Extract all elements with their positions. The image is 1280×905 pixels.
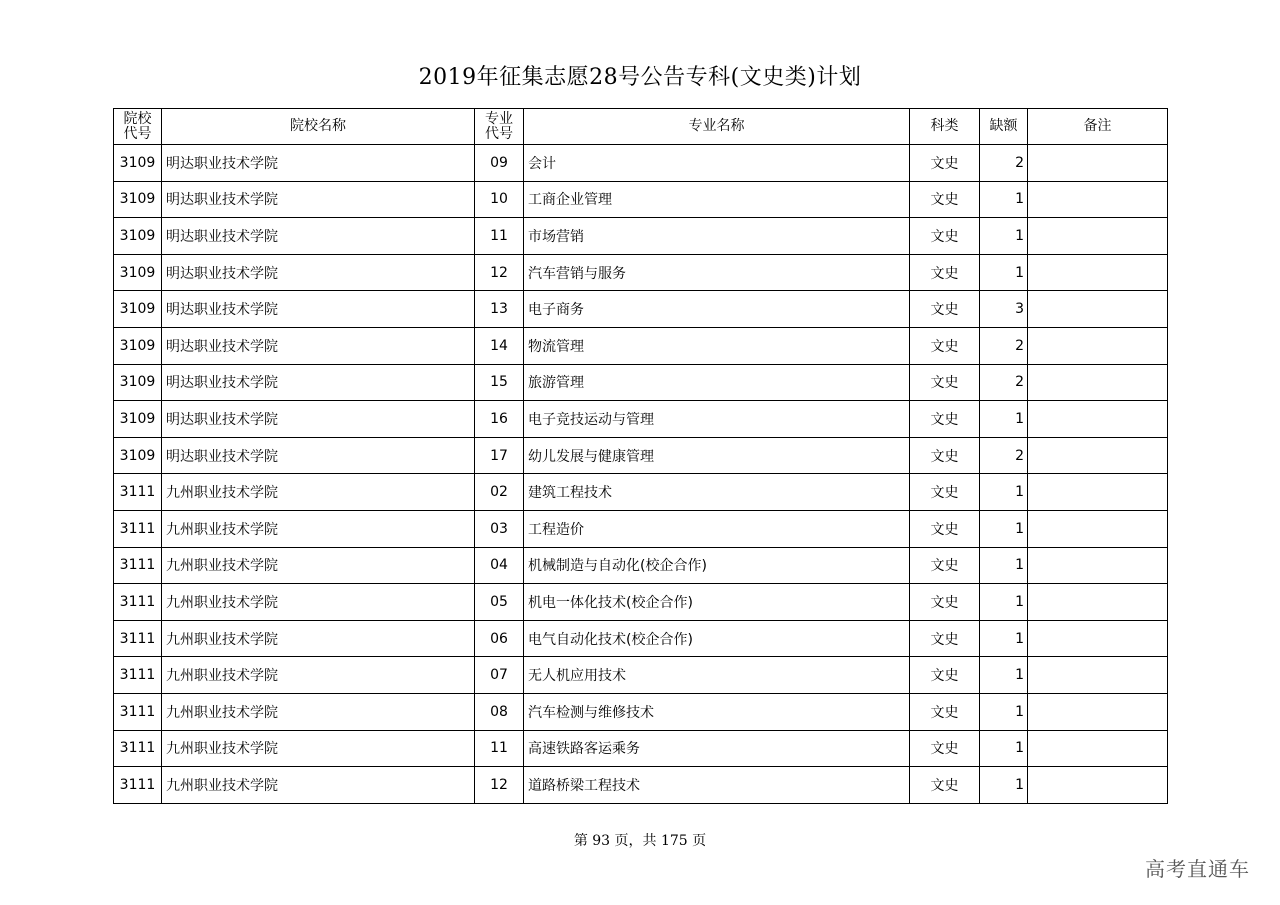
cell-quota: 1 <box>980 218 1028 255</box>
cell-major-name: 物流管理 <box>524 327 910 364</box>
cell-major-name: 工程造价 <box>524 510 910 547</box>
table-row <box>114 364 1168 401</box>
cell-school-name: 明达职业技术学院 <box>162 181 475 218</box>
cell-school-name: 明达职业技术学院 <box>162 437 475 474</box>
cell-school-name: 明达职业技术学院 <box>162 327 475 364</box>
cell-school-name: 明达职业技术学院 <box>162 291 475 328</box>
cell-remarks <box>1028 254 1168 291</box>
cell-school-name: 九州职业技术学院 <box>162 693 475 730</box>
cell-school-name: 明达职业技术学院 <box>162 364 475 401</box>
cell-major-code: 07 <box>475 657 524 694</box>
cell-quota: 1 <box>980 730 1028 767</box>
cell-quota: 1 <box>980 620 1028 657</box>
cell-major-code: 13 <box>475 291 524 328</box>
table-row <box>114 254 1168 291</box>
cell-category: 文史 <box>910 291 980 328</box>
cell-major-code: 08 <box>475 693 524 730</box>
cell-category: 文史 <box>910 730 980 767</box>
cell-quota: 2 <box>980 437 1028 474</box>
cell-category: 文史 <box>910 254 980 291</box>
cell-major-code: 11 <box>475 730 524 767</box>
cell-school-name: 九州职业技术学院 <box>162 730 475 767</box>
cell-school-code: 3111 <box>114 730 162 767</box>
cell-school-name: 明达职业技术学院 <box>162 145 475 182</box>
cell-major-code: 14 <box>475 327 524 364</box>
cell-quota: 1 <box>980 474 1028 511</box>
table-row <box>114 291 1168 328</box>
table-row <box>114 547 1168 584</box>
cell-remarks <box>1028 693 1168 730</box>
cell-category: 文史 <box>910 584 980 621</box>
cell-quota: 1 <box>980 767 1028 804</box>
cell-major-name: 市场营销 <box>524 218 910 255</box>
cell-category: 文史 <box>910 437 980 474</box>
cell-remarks <box>1028 730 1168 767</box>
header-category: 科类 <box>910 109 980 145</box>
cell-category: 文史 <box>910 693 980 730</box>
cell-category: 文史 <box>910 657 980 694</box>
cell-major-name: 幼儿发展与健康管理 <box>524 437 910 474</box>
table-row <box>114 437 1168 474</box>
cell-category: 文史 <box>910 401 980 438</box>
cell-remarks <box>1028 437 1168 474</box>
cell-school-code: 3109 <box>114 218 162 255</box>
cell-school-code: 3111 <box>114 474 162 511</box>
page-title: 2019年征集志愿28号公告专科(文史类)计划 <box>418 65 862 90</box>
table-row <box>114 767 1168 804</box>
cell-school-name: 九州职业技术学院 <box>162 620 475 657</box>
cell-remarks <box>1028 327 1168 364</box>
cell-major-name: 会计 <box>524 145 910 182</box>
cell-remarks <box>1028 364 1168 401</box>
cell-quota: 1 <box>980 181 1028 218</box>
table-row <box>114 327 1168 364</box>
cell-remarks <box>1028 657 1168 694</box>
cell-school-code: 3111 <box>114 510 162 547</box>
cell-major-name: 无人机应用技术 <box>524 657 910 694</box>
table-row <box>114 145 1168 182</box>
cell-category: 文史 <box>910 145 980 182</box>
cell-remarks <box>1028 510 1168 547</box>
cell-remarks <box>1028 145 1168 182</box>
table-row <box>114 510 1168 547</box>
cell-major-name: 道路桥梁工程技术 <box>524 767 910 804</box>
cell-remarks <box>1028 767 1168 804</box>
cell-major-code: 05 <box>475 584 524 621</box>
table-row <box>114 620 1168 657</box>
cell-major-code: 02 <box>475 474 524 511</box>
cell-major-name: 汽车营销与服务 <box>524 254 910 291</box>
cell-school-code: 3111 <box>114 767 162 804</box>
table-row <box>114 730 1168 767</box>
cell-category: 文史 <box>910 327 980 364</box>
cell-quota: 1 <box>980 547 1028 584</box>
cell-school-code: 3111 <box>114 657 162 694</box>
cell-school-code: 3111 <box>114 693 162 730</box>
cell-major-code: 12 <box>475 767 524 804</box>
cell-remarks <box>1028 547 1168 584</box>
cell-remarks <box>1028 218 1168 255</box>
cell-quota: 2 <box>980 327 1028 364</box>
table-row <box>114 181 1168 218</box>
cell-category: 文史 <box>910 474 980 511</box>
page-footer: 第 93 页，共 175 页 <box>573 833 707 849</box>
cell-major-name: 电气自动化技术(校企合作) <box>524 620 910 657</box>
header-school-name: 院校名称 <box>162 109 475 145</box>
table-row <box>114 401 1168 438</box>
cell-school-code: 3109 <box>114 254 162 291</box>
cell-quota: 1 <box>980 584 1028 621</box>
cell-major-code: 11 <box>475 218 524 255</box>
cell-major-code: 15 <box>475 364 524 401</box>
table-row <box>114 657 1168 694</box>
cell-remarks <box>1028 181 1168 218</box>
cell-school-name: 九州职业技术学院 <box>162 547 475 584</box>
cell-school-code: 3109 <box>114 364 162 401</box>
cell-category: 文史 <box>910 218 980 255</box>
cell-major-code: 09 <box>475 145 524 182</box>
table-row <box>114 218 1168 255</box>
cell-school-code: 3111 <box>114 584 162 621</box>
cell-remarks <box>1028 620 1168 657</box>
cell-major-code: 10 <box>475 181 524 218</box>
table-row <box>114 693 1168 730</box>
cell-quota: 3 <box>980 291 1028 328</box>
header-remarks: 备注 <box>1028 109 1168 145</box>
header-row <box>114 109 1168 145</box>
cell-remarks <box>1028 584 1168 621</box>
plan-table-body <box>114 145 1168 804</box>
cell-school-name: 明达职业技术学院 <box>162 218 475 255</box>
cell-category: 文史 <box>910 364 980 401</box>
cell-quota: 1 <box>980 510 1028 547</box>
cell-major-code: 03 <box>475 510 524 547</box>
header-major-name: 专业名称 <box>524 109 910 145</box>
cell-school-code: 3109 <box>114 327 162 364</box>
table-row <box>114 474 1168 511</box>
cell-school-code: 3111 <box>114 620 162 657</box>
cell-major-name: 旅游管理 <box>524 364 910 401</box>
cell-school-code: 3109 <box>114 401 162 438</box>
cell-quota: 2 <box>980 145 1028 182</box>
cell-major-name: 电子商务 <box>524 291 910 328</box>
cell-category: 文史 <box>910 767 980 804</box>
cell-school-name: 明达职业技术学院 <box>162 254 475 291</box>
cell-quota: 1 <box>980 657 1028 694</box>
cell-school-code: 3109 <box>114 291 162 328</box>
cell-major-code: 06 <box>475 620 524 657</box>
plan-table <box>113 108 1168 804</box>
cell-major-name: 高速铁路客运乘务 <box>524 730 910 767</box>
cell-major-name: 电子竞技运动与管理 <box>524 401 910 438</box>
cell-category: 文史 <box>910 510 980 547</box>
cell-quota: 1 <box>980 401 1028 438</box>
cell-school-name: 九州职业技术学院 <box>162 510 475 547</box>
cell-school-name: 九州职业技术学院 <box>162 767 475 804</box>
header-major-code: 专业代号 <box>475 109 524 145</box>
cell-major-name: 机电一体化技术(校企合作) <box>524 584 910 621</box>
cell-school-code: 3111 <box>114 547 162 584</box>
cell-category: 文史 <box>910 181 980 218</box>
cell-major-name: 汽车检测与维修技术 <box>524 693 910 730</box>
cell-school-name: 九州职业技术学院 <box>162 657 475 694</box>
cell-quota: 2 <box>980 364 1028 401</box>
cell-remarks <box>1028 474 1168 511</box>
cell-major-name: 工商企业管理 <box>524 181 910 218</box>
cell-school-code: 3109 <box>114 437 162 474</box>
cell-major-name: 机械制造与自动化(校企合作) <box>524 547 910 584</box>
cell-school-name: 九州职业技术学院 <box>162 474 475 511</box>
watermark: 高考直通车 <box>1145 857 1250 881</box>
header-quota: 缺额 <box>980 109 1028 145</box>
cell-major-code: 17 <box>475 437 524 474</box>
cell-major-name: 建筑工程技术 <box>524 474 910 511</box>
cell-quota: 1 <box>980 254 1028 291</box>
cell-major-code: 12 <box>475 254 524 291</box>
cell-category: 文史 <box>910 620 980 657</box>
cell-quota: 1 <box>980 693 1028 730</box>
cell-school-code: 3109 <box>114 181 162 218</box>
header-school-code: 院校代号 <box>114 109 162 145</box>
table-row <box>114 584 1168 621</box>
cell-remarks <box>1028 291 1168 328</box>
cell-school-name: 九州职业技术学院 <box>162 584 475 621</box>
cell-category: 文史 <box>910 547 980 584</box>
cell-school-name: 明达职业技术学院 <box>162 401 475 438</box>
cell-school-code: 3109 <box>114 145 162 182</box>
cell-remarks <box>1028 401 1168 438</box>
cell-major-code: 04 <box>475 547 524 584</box>
cell-major-code: 16 <box>475 401 524 438</box>
